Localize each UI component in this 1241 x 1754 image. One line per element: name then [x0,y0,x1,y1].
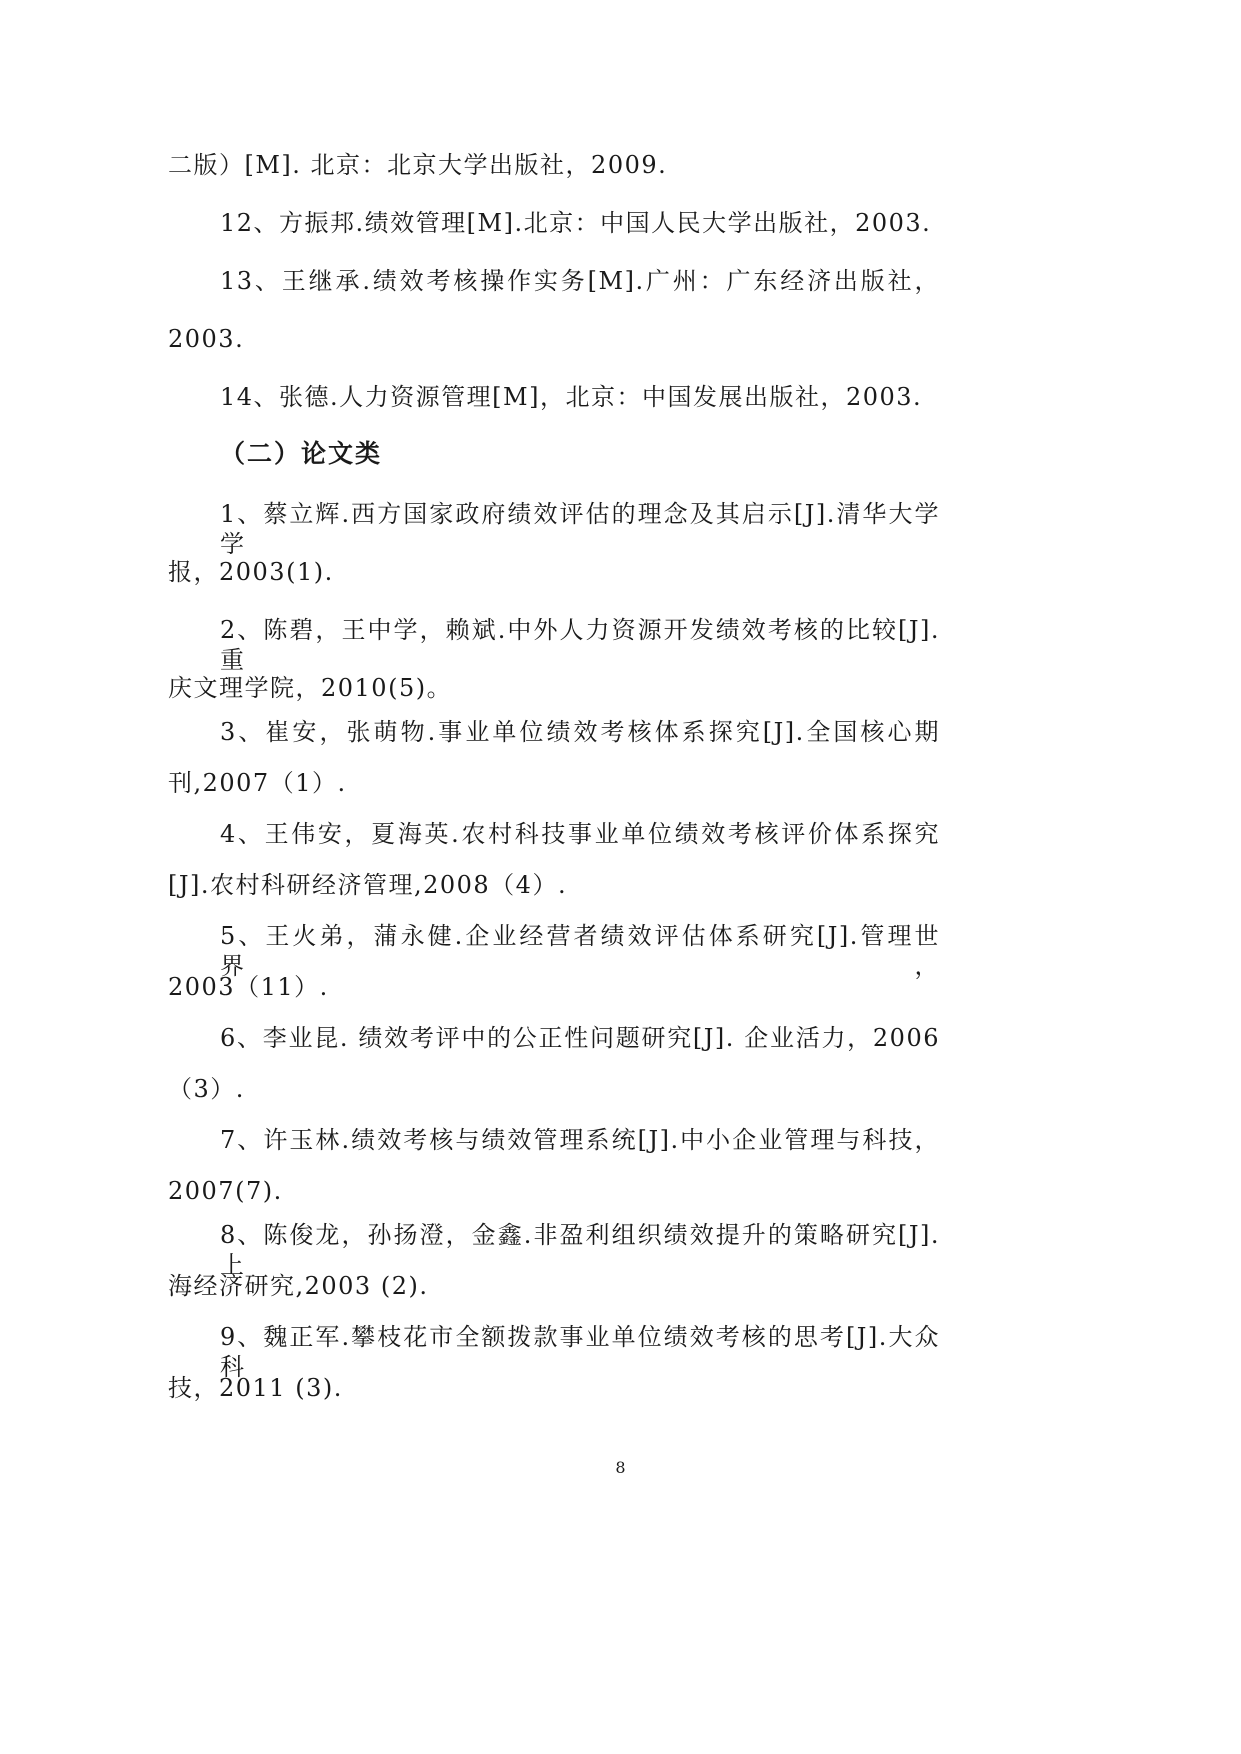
reference-line: 技，2011 (3). [168,1374,343,1402]
reference-line: [J].农村科研经济管理,2008（4）. [168,871,568,899]
reference-line: 3、崔安，张萌物.事业单位绩效考核体系探究[J].全国核心期 [220,718,940,746]
reference-line: 9、魏正军.攀枝花市全额拨款事业单位绩效考核的思考[J].大众科 [220,1323,940,1381]
reference-line: 报，2003(1). [168,558,334,586]
reference-line: 1、蔡立辉.西方国家政府绩效评估的理念及其启示[J].清华大学学 [220,500,940,558]
reference-line: 刊,2007（1）. [168,769,347,797]
reference-line: 7、许玉林.绩效考核与绩效管理系统[J].中小企业管理与科技， [220,1126,940,1154]
reference-line: 5、王火弟，蒲永健.企业经营者绩效评估体系研究[J].管理世界， [220,922,940,980]
reference-line: 2007(7). [168,1177,283,1205]
reference-line: 14、张德.人力资源管理[M]，北京：中国发展出版社，2003. [220,383,923,411]
reference-line: 海经济研究,2003 (2). [168,1272,429,1300]
reference-line: 二版）[M]. 北京：北京大学出版社，2009. [168,151,668,179]
reference-line: 庆文理学院，2010(5)。 [168,674,453,702]
page-number: 8 [615,1458,626,1477]
section-heading: （二）论文类 [220,439,383,468]
reference-line: 2003. [168,325,245,353]
reference-line: 4、王伟安，夏海英.农村科技事业单位绩效考核评价体系探究 [220,820,940,848]
reference-line: 2、陈碧，王中学，赖斌.中外人力资源开发绩效考核的比较[J].重 [220,616,940,674]
reference-line: 8、陈俊龙，孙扬澄，金鑫.非盈利组织绩效提升的策略研究[J].上 [220,1221,940,1279]
reference-line: 13、王继承.绩效考核操作实务[M].广州：广东经济出版社， [220,267,940,295]
reference-line: 12、方振邦.绩效管理[M].北京：中国人民大学出版社，2003. [220,209,932,237]
reference-line: 2003（11）. [168,973,329,1001]
reference-line: （3）. [168,1075,245,1103]
reference-line: 6、李业昆. 绩效考评中的公正性问题研究[J]. 企业活力，2006 [220,1024,940,1052]
